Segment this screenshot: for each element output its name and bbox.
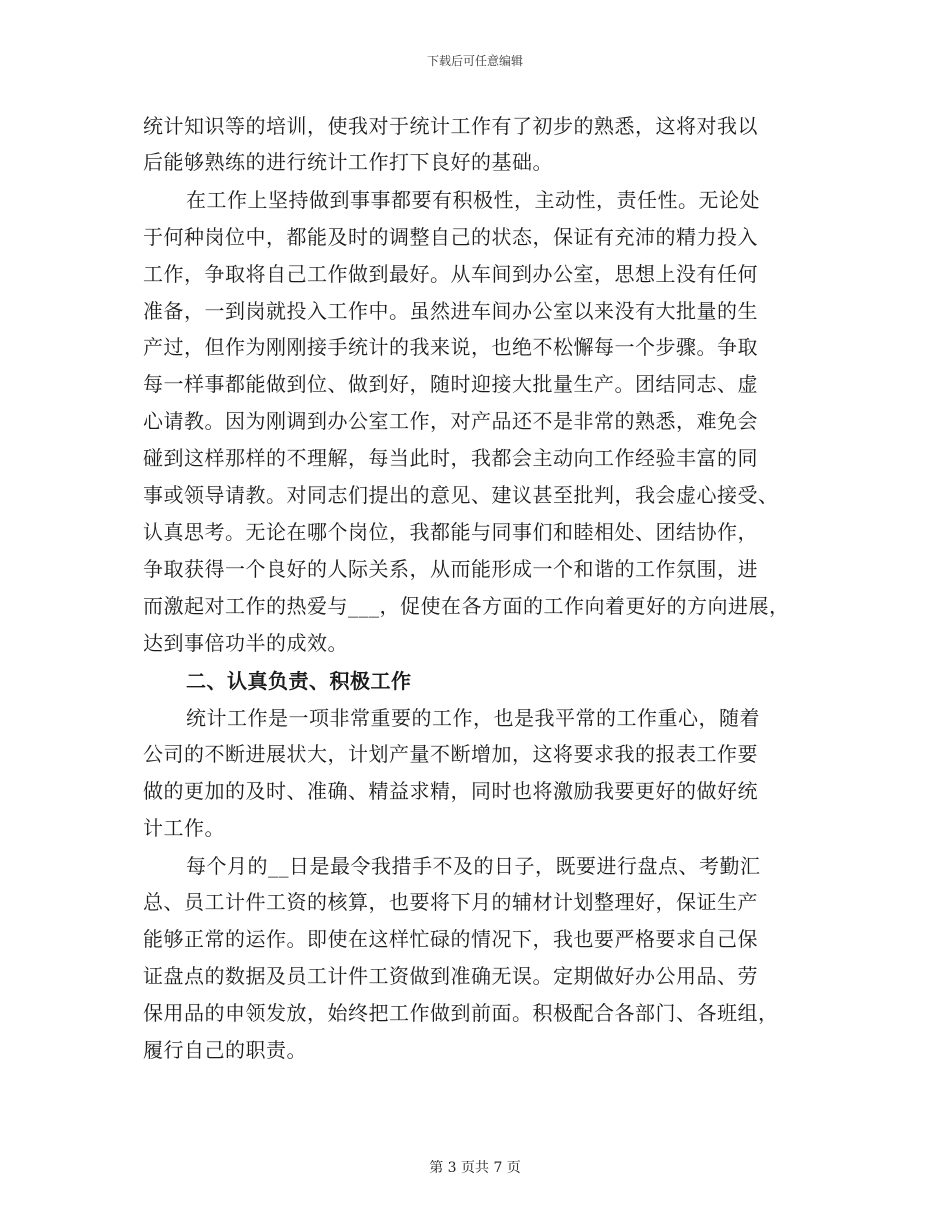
body-line: 准备，一到岗就投入工作中。虽然进车间办公室以来没有大批量的生: [143, 299, 758, 323]
body-line: 心请教。因为刚调到办公室工作，对产品还不是非常的熟悉，难免会: [143, 409, 758, 433]
body-line: 证盘点的数据及员工计件工资做到准确无误。定期做好办公用品、劳: [143, 964, 758, 988]
body-line: 碰到这样那样的不理解，每当此时，我都会主动向工作经验丰富的同: [143, 446, 758, 470]
body-line: 争取获得一个良好的人际关系，从而能形成一个和谐的工作氛围，进: [143, 557, 758, 581]
body-line: 后能够熟练的进行统计工作打下良好的基础。: [143, 150, 553, 174]
body-line: 工作，争取将自己工作做到最好。从车间到办公室，思想上没有任何: [143, 262, 758, 286]
body-line: 认真思考。无论在哪个岗位，我都能与同事们和睦相处、团结协作，: [143, 520, 758, 544]
body-line: 统计知识等的培训，使我对于统计工作有了初步的熟悉，这将对我以: [143, 114, 758, 138]
body-line: 达到事倍功半的成效。: [143, 631, 348, 655]
body-line: 保用品的申领发放，始终把工作做到前面。积极配合各部门、各班组，: [143, 1001, 779, 1025]
body-line: 产过，但作为刚刚接手统计的我来说，也绝不松懈每一个步骤。争取: [143, 335, 758, 359]
body-line: 每一样事都能做到位、做到好，随时迎接大批量生产。团结同志、虚: [143, 372, 758, 396]
body-line: 总、员工计件工资的核算，也要将下月的辅材计划整理好，保证生产: [143, 890, 758, 914]
page-number-footer: 第 3 页共 7 页: [429, 1160, 521, 1176]
paragraph-first-line: 统计工作是一项非常重要的工作，也是我平常的工作重心，随着: [186, 706, 760, 730]
body-line: 而激起对工作的热爱与___，促使在各方面的工作向着更好的方向进展，: [143, 594, 790, 618]
body-line: 于何种岗位中，都能及时的调整自己的状态，保证有充沛的精力投入: [143, 225, 758, 249]
page-header: 下载后可任意编辑: [426, 54, 523, 68]
paragraph-first-line: 每个月的__日是最令我措手不及的日子，既要进行盘点、考勤汇: [186, 854, 761, 878]
body-line: 计工作。: [143, 816, 225, 840]
body-line: 公司的不断进展状大，计划产量不断增加，这将要求我的报表工作要: [143, 742, 758, 766]
paragraph-first-line: 在工作上坚持做到事事都要有积极性，主动性，责任性。无论处: [186, 188, 760, 212]
body-line: 事或领导请教。对同志们提出的意见、建议甚至批判，我会虚心接受、: [143, 483, 779, 507]
section-heading: 二、认真负责、积极工作: [186, 669, 412, 693]
body-line: 能够正常的运作。即使在这样忙碌的情况下，我也要严格要求自己保: [143, 927, 758, 951]
body-line: 做的更加的及时、准确、精益求精，同时也将激励我要更好的做好统: [143, 779, 758, 803]
body-line: 履行自己的职责。: [143, 1038, 307, 1062]
